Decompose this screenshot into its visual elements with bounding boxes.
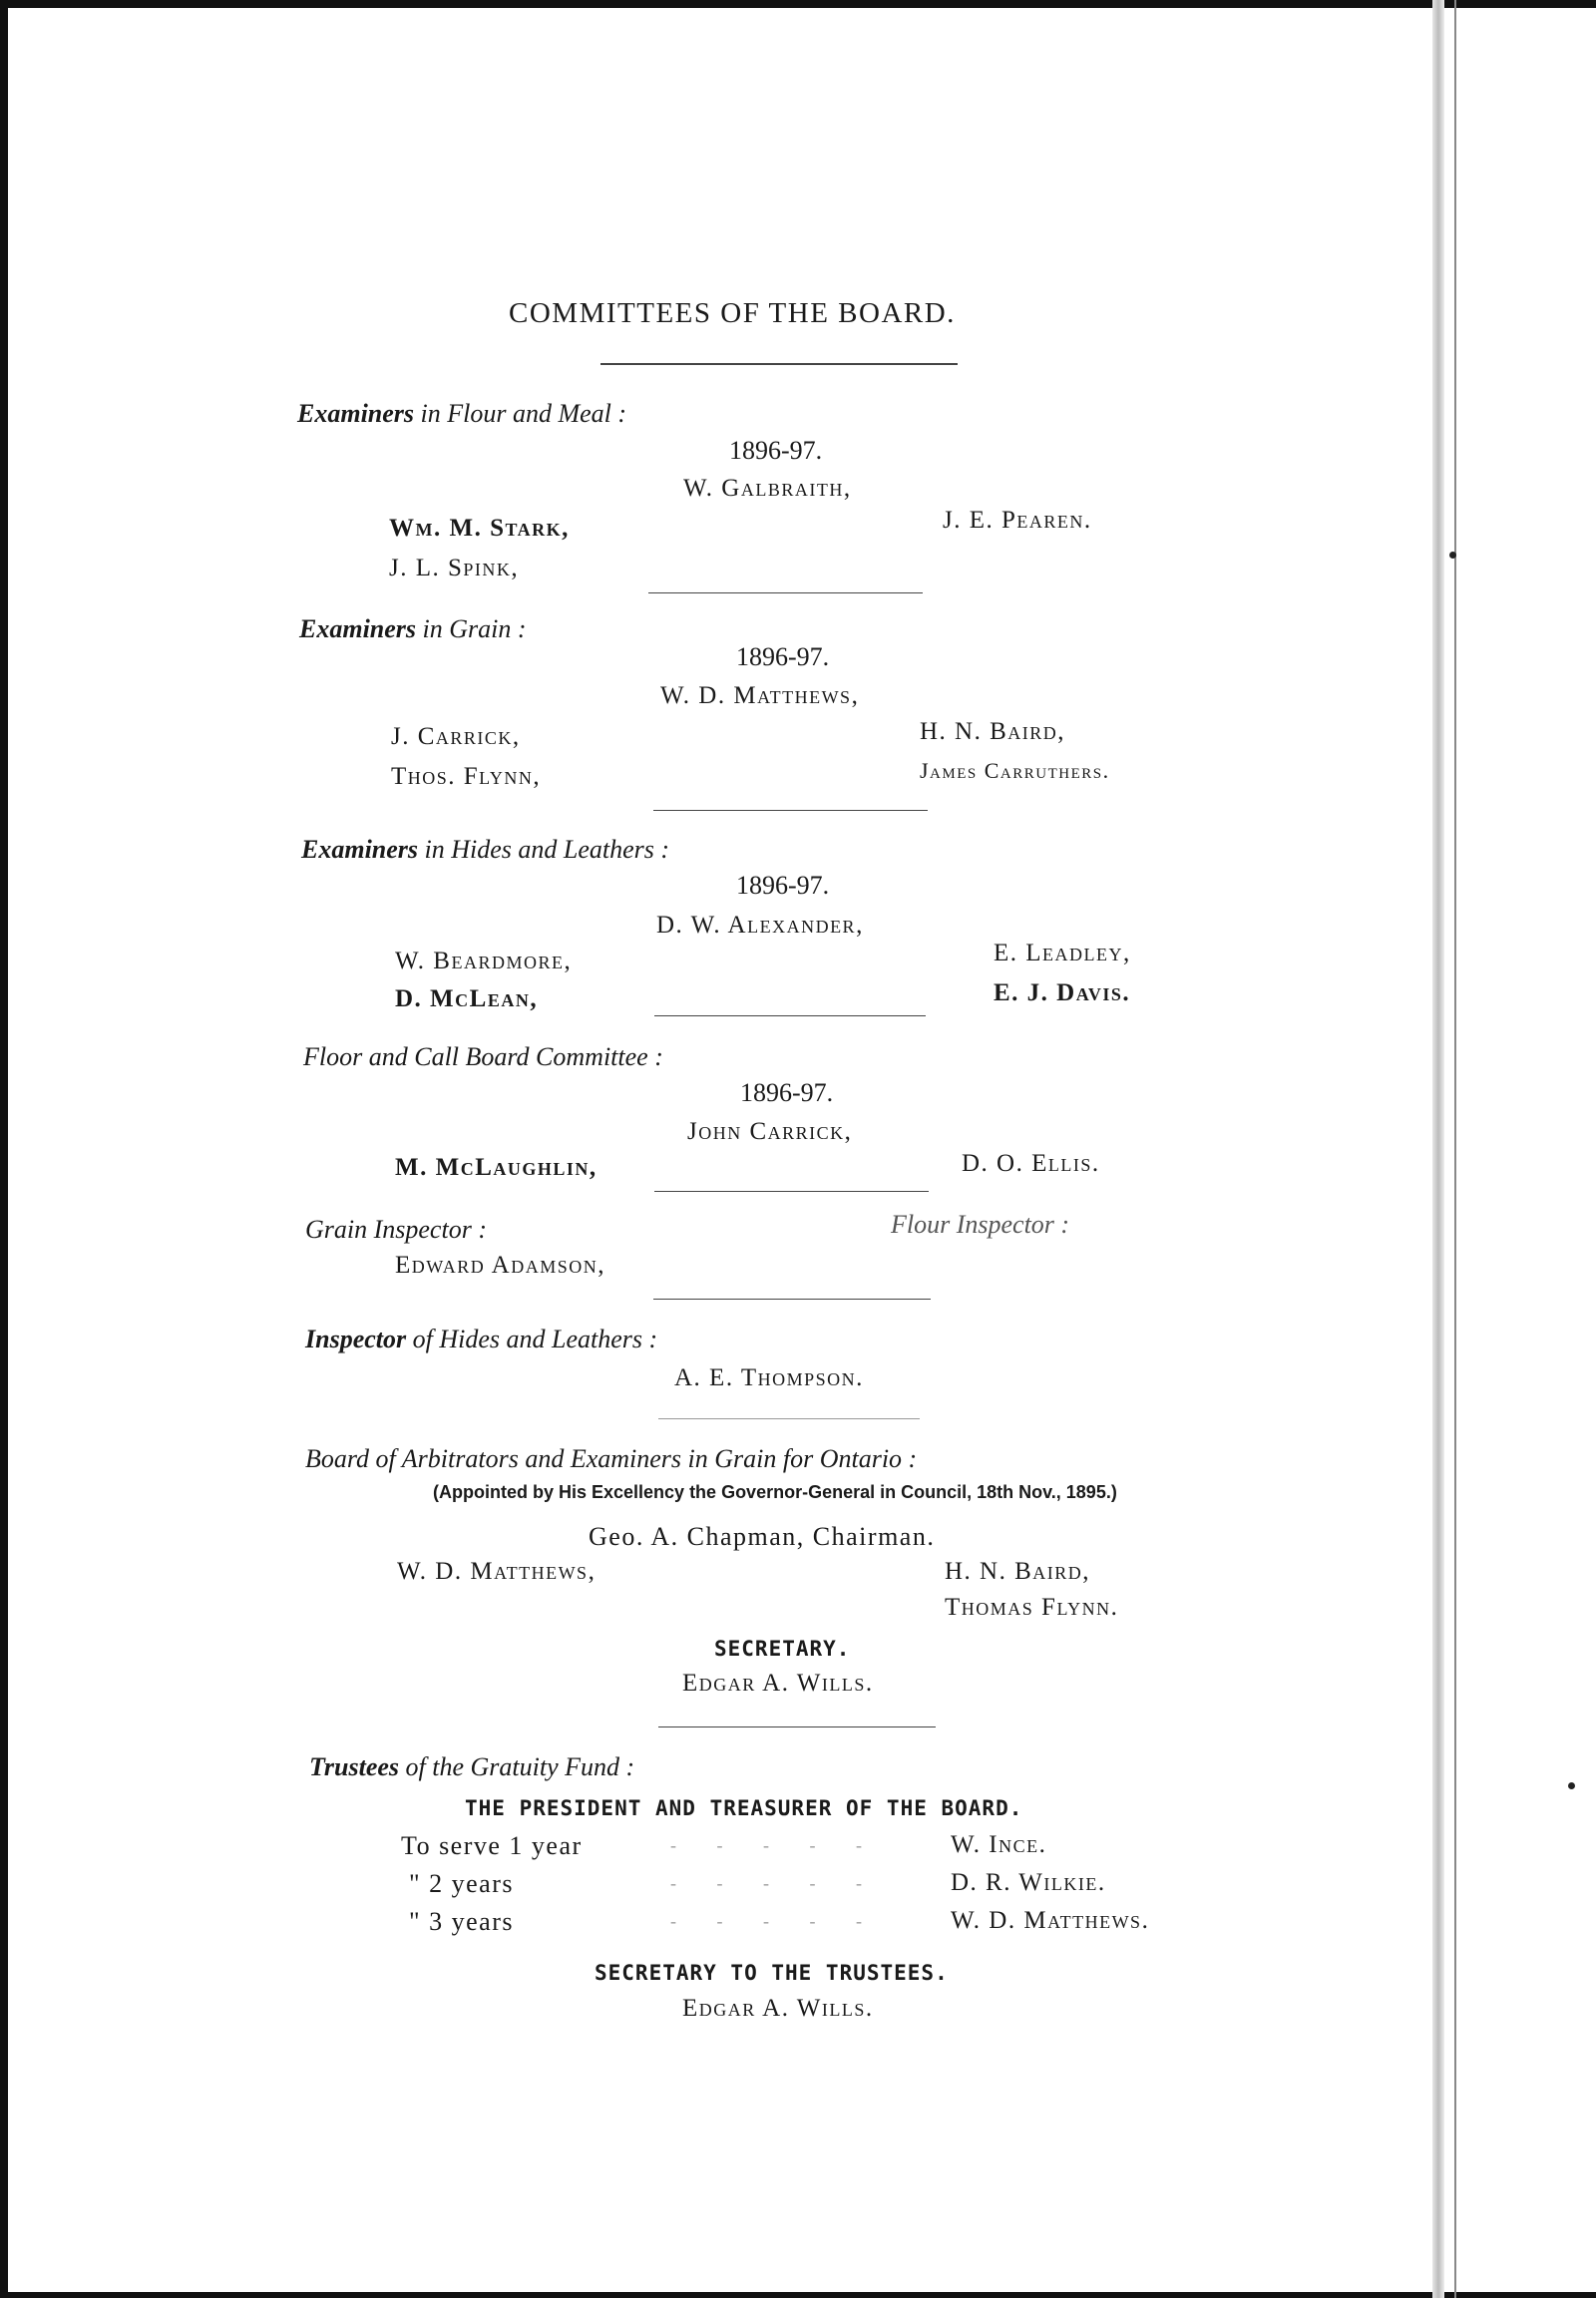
title-rule (600, 363, 958, 365)
trustee-term: To serve 1 year (401, 1831, 583, 1860)
scan-border-left (0, 0, 8, 2298)
flour-member: J. E. Pearen. (943, 507, 1092, 534)
trustees-secretary-label: SECRETARY TO THE TRUSTEES. (595, 1961, 949, 1985)
hides-member: D. McLean, (395, 985, 539, 1012)
trustees-secretary: Edgar A. Wills. (682, 1995, 874, 2022)
grain-chair: W. D. Matthews, (660, 682, 860, 709)
trustee-name: W. Ince. (951, 1831, 1047, 1858)
hides-chair: D. W. Alexander, (656, 912, 864, 939)
section-rule (648, 592, 923, 593)
floor-chair: John Carrick, (687, 1118, 853, 1145)
arbitrators-member: Thomas Flynn. (945, 1594, 1119, 1621)
grain-year: 1896-97. (736, 642, 830, 671)
trustees-subheading: THE PRESIDENT AND TREASURER OF THE BOARD. (465, 1796, 1023, 1820)
grain-member: James Carruthers. (920, 758, 1110, 783)
flour-inspector-heading: Flour Inspector : (891, 1210, 1070, 1239)
scan-border-top (0, 0, 1596, 8)
grain-inspector-heading: Grain Inspector : (305, 1215, 487, 1244)
arbitrators-member: W. D. Matthews, (397, 1558, 597, 1585)
section-rule (658, 1418, 920, 1419)
section-rule (654, 1191, 929, 1192)
hides-year: 1896-97. (736, 871, 830, 900)
trustees-heading: Trustees of the Gratuity Fund : (309, 1752, 635, 1781)
grain-inspector-name: Edward Adamson, (395, 1252, 605, 1279)
arbitrators-secretary: Edgar A. Wills. (682, 1670, 874, 1697)
floor-heading: Floor and Call Board Committee : (303, 1042, 663, 1071)
hides-member: E. J. Davis. (994, 979, 1131, 1006)
trustee-term: " 3 years (409, 1907, 514, 1936)
flour-chair: W. Galbraith, (683, 475, 852, 502)
section-rule (658, 1726, 936, 1727)
hides-inspector-name: A. E. Thompson. (674, 1364, 864, 1391)
scan-speck (1568, 1782, 1575, 1789)
grain-member: J. Carrick, (391, 723, 521, 750)
page-spine-line (1454, 0, 1456, 2298)
section-rule (653, 1299, 931, 1300)
scan-border-bottom (0, 2292, 1596, 2298)
page-title: COMMITTEES OF THE BOARD. (509, 297, 956, 329)
grain-member: H. N. Baird, (920, 718, 1066, 745)
scan-speck (1449, 552, 1456, 559)
flour-heading: Examiners in Flour and Meal : (297, 399, 627, 428)
arbitrators-heading: Board of Arbitrators and Examiners in Grain for Ontario : (305, 1444, 918, 1473)
hides-inspector-heading: Inspector of Hides and Leathers : (305, 1325, 658, 1353)
hides-member: W. Beardmore, (395, 948, 573, 974)
grain-member: Thos. Flynn, (391, 763, 542, 790)
floor-member: M. McLaughlin, (395, 1154, 598, 1181)
flour-member: J. L. Spink, (389, 555, 520, 581)
flour-year: 1896-97. (729, 436, 823, 465)
leader-dots: - - - - - (670, 1873, 880, 1893)
trustee-name: D. R. Wilkie. (951, 1869, 1106, 1896)
section-rule (654, 1015, 926, 1016)
floor-member: D. O. Ellis. (962, 1150, 1100, 1177)
arbitrators-appointment-note: (Appointed by His Excellency the Governor-General in Council, 18th Nov., 1895.) (433, 1482, 1117, 1502)
leader-dots: - - - - - (670, 1911, 880, 1931)
arbitrators-member: H. N. Baird, (945, 1558, 1091, 1585)
page-spine (1432, 0, 1444, 2298)
arbitrators-chairman: Geo. A. Chapman, Chairman. (589, 1522, 936, 1551)
hides-heading: Examiners in Hides and Leathers : (301, 835, 670, 864)
trustee-name: W. D. Matthews. (951, 1907, 1150, 1934)
section-rule (653, 810, 928, 811)
trustee-term: " 2 years (409, 1869, 514, 1898)
grain-heading: Examiners in Grain : (299, 614, 527, 643)
hides-member: E. Leadley, (994, 940, 1131, 966)
flour-member: Wm. M. Stark, (389, 515, 570, 542)
floor-year: 1896-97. (740, 1078, 834, 1107)
arbitrators-secretary-label: SECRETARY. (714, 1637, 851, 1661)
leader-dots: - - - - - (670, 1835, 880, 1855)
